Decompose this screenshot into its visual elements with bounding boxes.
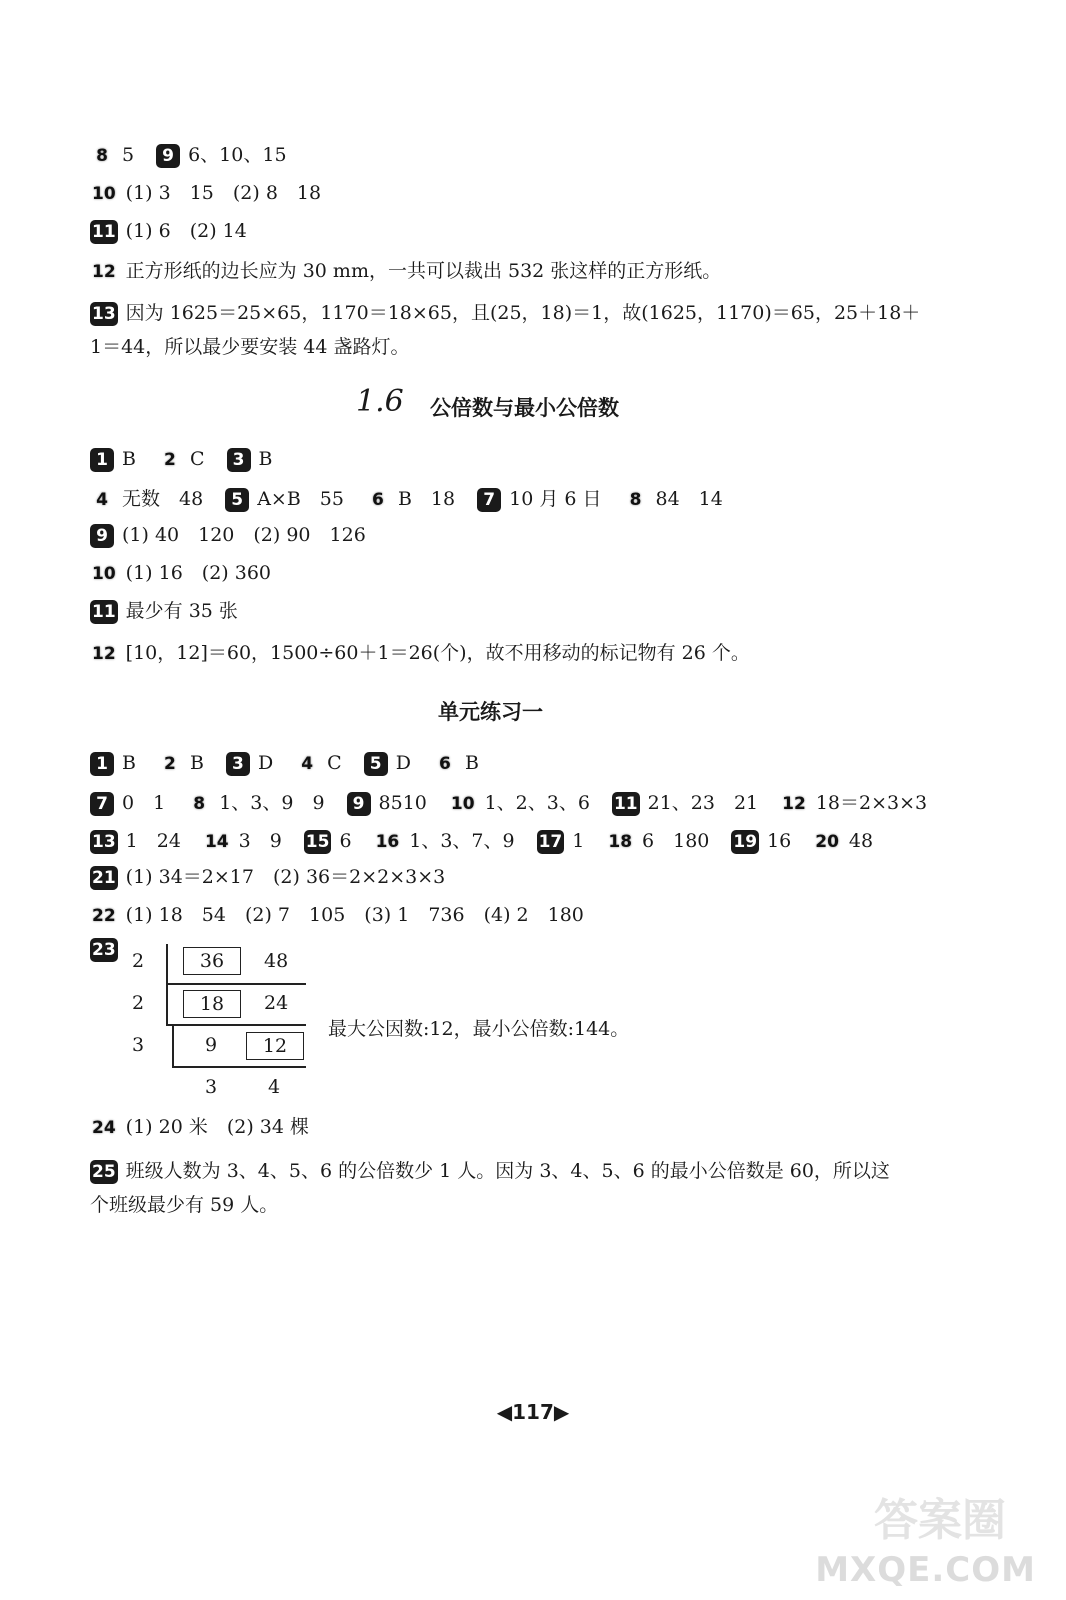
answer-text: B xyxy=(464,752,479,774)
divisor: 2 xyxy=(132,992,145,1014)
answer-text: (1) 34＝2×17 (2) 36＝2×2×3×3 xyxy=(125,866,446,888)
continuation-text: 个班级最少有 59 人。 xyxy=(90,1194,279,1216)
answer-text: (1) 40 120 (2) 90 126 xyxy=(122,524,366,546)
answer-text: D xyxy=(257,752,274,774)
division-bar xyxy=(166,944,168,984)
answer-row xyxy=(90,790,931,816)
answer-text: (1) 20 米 (2) 34 棵 xyxy=(125,1116,310,1138)
answer-text: B xyxy=(258,448,273,470)
answer-row xyxy=(90,1158,890,1184)
question-number: 12 xyxy=(92,644,116,664)
answer-text: 1 xyxy=(572,830,585,852)
question-number: 3 xyxy=(227,448,251,472)
question-number: 5 xyxy=(364,752,388,776)
answer-text: 5 xyxy=(122,144,135,166)
answer-text: 最少有 35 张 xyxy=(125,600,238,622)
answer-row xyxy=(90,218,251,244)
answer-row xyxy=(90,300,924,326)
question-number: 4 xyxy=(301,754,314,774)
question-number: 15 xyxy=(305,832,330,852)
section-number: 1.6 xyxy=(356,384,404,419)
quotient-value: 4 xyxy=(268,1076,281,1098)
question-number: 8 xyxy=(629,490,642,510)
answer-row xyxy=(90,828,877,854)
division-bar xyxy=(166,1024,306,1026)
answer-text: 84 14 xyxy=(655,488,723,510)
question-number: 12 xyxy=(782,794,806,814)
question-number: 5 xyxy=(225,488,249,512)
question-number: 2 xyxy=(164,450,176,470)
question-number: 11 xyxy=(613,794,638,814)
answer-text: C xyxy=(189,448,205,470)
question-number: 24 xyxy=(92,1118,116,1138)
answer-row xyxy=(90,258,725,284)
answer-text: 3 9 xyxy=(238,830,282,852)
question-number: 2 xyxy=(164,754,176,774)
question-number: 3 xyxy=(226,752,250,776)
question-number: 11 xyxy=(92,222,116,242)
answer-text: 16 xyxy=(767,830,792,852)
answer-text: 1 24 xyxy=(125,830,181,852)
question-number: 1 xyxy=(90,752,114,776)
question-number: 1 xyxy=(90,448,114,472)
question-number: 8 xyxy=(96,146,108,166)
question-number: 16 xyxy=(375,832,400,852)
answer-row xyxy=(90,486,727,512)
quotient-value: 3 xyxy=(205,1076,218,1098)
question-number: 13 xyxy=(92,304,116,324)
question-number: 6 xyxy=(372,490,384,510)
boxed-value: 18 xyxy=(183,990,241,1018)
answer-text: 1、2、3、6 xyxy=(484,792,590,814)
answer-row xyxy=(90,902,588,928)
answer-text: 21、23 21 xyxy=(647,792,759,814)
answer-text: 无数 48 xyxy=(122,488,204,510)
watermark-logo: 答案圈 xyxy=(874,1495,1006,1546)
answer-text: 1、3、7、9 xyxy=(409,830,515,852)
question-number: 17 xyxy=(538,832,563,852)
answer-text: 0 1 xyxy=(122,792,166,814)
answer-text: C xyxy=(327,752,342,774)
question-number: 10 xyxy=(92,184,116,204)
question-number: 23 xyxy=(92,940,116,960)
question-number: 7 xyxy=(90,792,114,816)
question-number: 25 xyxy=(92,1162,116,1182)
answer-text: (1) 16 (2) 360 xyxy=(125,562,272,584)
divisor: 2 xyxy=(132,950,145,972)
question-number: 9 xyxy=(90,524,114,548)
watermark-text: MXQE.COM xyxy=(815,1550,1036,1590)
question-number: 18 xyxy=(608,832,633,852)
answer-text: 6、10、15 xyxy=(188,144,287,166)
question-number: 19 xyxy=(733,832,758,852)
answer-text: 48 xyxy=(848,830,874,852)
answer-row xyxy=(90,750,483,776)
division-bar xyxy=(166,983,168,1025)
division-bar xyxy=(172,1066,306,1068)
question-number: 10 xyxy=(92,564,116,584)
answer-text: (1) 6 (2) 14 xyxy=(125,220,247,242)
answer-text: (1) 3 15 (2) 8 18 xyxy=(125,182,322,204)
continuation-text: 1＝44，所以最少要安装 44 盏路灯。 xyxy=(90,336,410,358)
answer-text: 因为 1625＝25×65，1170＝18×65，且(25，18)＝1，故(1625，1170)＝65，25＋18＋ xyxy=(125,302,921,324)
question-number: 8 xyxy=(193,794,206,814)
question-number: 9 xyxy=(156,144,180,168)
dividend-value: 48 xyxy=(264,950,289,972)
answer-text: 班级人数为 3、4、5、6 的公倍数少 1 人。因为 3、4、5、6 的最小公倍数是 60，所以这 xyxy=(125,1160,890,1182)
answer-text: 1、3、9 9 xyxy=(219,792,325,814)
answer-row xyxy=(90,142,291,168)
answer-text: 6 180 xyxy=(642,830,710,852)
q23-result: 最大公因数:12，最小公倍数:144。 xyxy=(328,1018,630,1040)
dividend-value: 24 xyxy=(264,992,289,1014)
answer-row xyxy=(90,522,370,548)
question-number: 22 xyxy=(92,906,116,926)
unit-title: 单元练习一 xyxy=(438,700,543,724)
question-number: 20 xyxy=(815,832,839,852)
divisor: 3 xyxy=(132,1034,145,1056)
answer-text: B xyxy=(122,752,136,774)
answer-text: 6 xyxy=(339,830,352,852)
question-number: 11 xyxy=(92,602,116,622)
answer-text: D xyxy=(395,752,411,774)
question-number: 7 xyxy=(477,488,501,512)
answer-text: (1) 18 54 (2) 7 105 (3) 1 736 (4) 2 180 xyxy=(125,904,584,926)
answer-text: B xyxy=(122,448,136,470)
question-number: 12 xyxy=(92,262,116,282)
dividend-value: 9 xyxy=(205,1034,218,1056)
answer-row xyxy=(90,560,275,586)
question-number: 14 xyxy=(204,832,229,852)
boxed-value: 12 xyxy=(246,1032,304,1060)
answer-row xyxy=(90,1114,309,1140)
question-number: 6 xyxy=(439,754,451,774)
boxed-value: 36 xyxy=(183,947,241,975)
answer-row xyxy=(90,180,325,206)
answer-text: 正方形纸的边长应为 30 mm，一共可以裁出 532 张这样的正方形纸。 xyxy=(125,260,722,282)
question-number: 21 xyxy=(92,868,116,888)
answer-text: [10，12]＝60，1500÷60＋1＝26(个)，故不用移动的标记物有 26 个。 xyxy=(125,642,750,664)
answer-text: A×B 55 xyxy=(257,488,344,510)
answer-row xyxy=(90,864,449,890)
answer-row xyxy=(90,640,754,666)
answer-row xyxy=(90,446,276,472)
answer-text: 8510 xyxy=(378,792,427,814)
answer-text: 18＝2×3×3 xyxy=(815,792,928,814)
page-number: ◀117▶ xyxy=(496,1400,570,1424)
answer-text: 10 月 6 日 xyxy=(509,488,602,510)
division-bar xyxy=(172,1024,174,1066)
question-number: 4 xyxy=(96,490,108,510)
question-number: 13 xyxy=(92,832,116,852)
section-title: 公倍数与最小公倍数 xyxy=(430,396,619,420)
division-bar xyxy=(166,983,306,985)
answer-row xyxy=(90,598,242,624)
answer-text: B 18 xyxy=(397,488,456,510)
answer-text: B xyxy=(189,752,204,774)
question-number: 9 xyxy=(347,792,371,816)
question-number: 10 xyxy=(450,794,475,814)
